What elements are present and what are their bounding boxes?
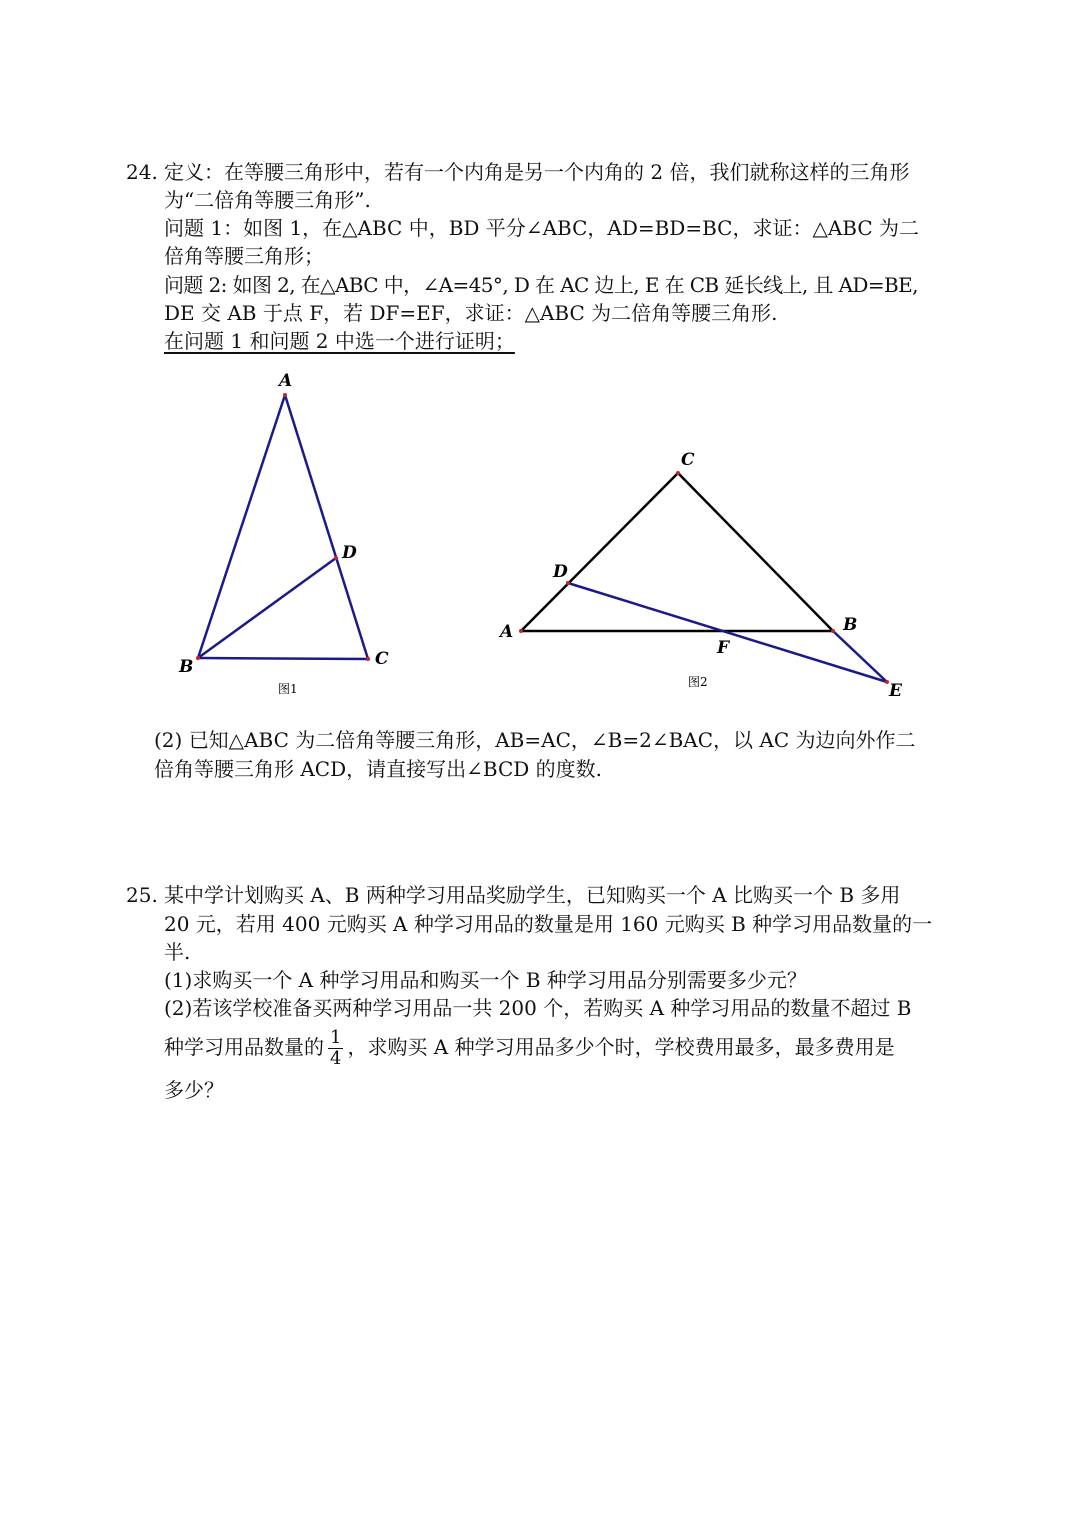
q25-last-line: 多少？ [164, 1078, 224, 1102]
fig1-point-b [196, 656, 200, 660]
fig1-label-d: D [342, 543, 357, 563]
figure-1 [160, 365, 420, 705]
q24-line-6: DE 交 AB 于点 F，若 DF=EF，求证：△ABC 为二倍角等腰三角形. [164, 301, 778, 325]
fig1-side-ac [285, 395, 368, 659]
fig2-point-a [519, 629, 523, 633]
fig1-point-d [334, 556, 338, 560]
fig2-label-c: C [681, 450, 695, 470]
fig2-label-f: F [717, 638, 730, 658]
q25-frac-before: 种学习用品数量的 [164, 1035, 324, 1059]
q25-line-2: 20 元，若用 400 元购买 A 种学习用品的数量是用 160 元购买 B 种学习用品数量的一 [164, 912, 933, 936]
q25-line-4: (1)求购买一个 A 种学习用品和购买一个 B 种学习用品分别需要多少元？ [164, 968, 807, 992]
fig2-label-e: E [889, 681, 902, 701]
fig2-label-a: A [500, 622, 514, 642]
q24-line-7: 在问题 1 和问题 2 中选一个进行证明； [164, 329, 515, 353]
q24-line-5: 问题 2: 如图 2, 在△ABC 中，∠A=45°, D 在 AC 边上, E 在 CB 延长线上, 且 AD=BE, [164, 273, 918, 297]
q25-line-1: 某中学计划购买 A、B 两种学习用品奖励学生，已知购买一个 A 比购买一个 B 多用 [164, 883, 901, 907]
fig2-caption: 图2 [688, 675, 708, 689]
q24-line-3: 问题 1：如图 1，在△ABC 中，BD 平分∠ABC，AD=BD=BC，求证：△ABC 为二 [164, 216, 920, 240]
fig1-side-bc [198, 658, 368, 659]
fig1-side-ab [198, 395, 285, 658]
fig2-side-cb [678, 473, 833, 631]
fraction-one-quarter [328, 1028, 343, 1069]
fig2-segment-de [568, 583, 887, 682]
q25-line-5: (2)若该学校准备买两种学习用品一共 200 个，若购买 A 种学习用品的数量不超过 B [164, 996, 912, 1020]
q25-fraction-line [164, 1024, 895, 1070]
fig2-side-ac [521, 473, 678, 631]
fig2-label-d: D [553, 562, 568, 582]
q24-part2-line-1: (2) 已知△ABC 为二倍角等腰三角形，AB=AC，∠B=2∠BAC，以 AC 为边向外作二 [154, 728, 916, 752]
q24-part2-line-2: 倍角等腰三角形 ACD，请直接写出∠BCD 的度数. [154, 757, 603, 781]
fig2-point-b [831, 629, 835, 633]
fig1-label-b: B [179, 657, 194, 677]
q24-line-1: 定义：在等腰三角形中，若有一个内角是另一个内角的 2 倍，我们就称这样的三角形 [164, 160, 910, 184]
fraction-denominator: 4 [330, 1048, 342, 1069]
fig1-point-a [283, 393, 287, 397]
question-number: 25. [126, 883, 158, 907]
fraction-numerator: 1 [330, 1027, 342, 1048]
fig1-point-c [366, 657, 370, 661]
fig1-segment-bd [198, 558, 336, 658]
fig2-point-c [676, 471, 680, 475]
q24-line-4: 倍角等腰三角形； [164, 244, 324, 268]
fig2-label-b: B [843, 615, 858, 635]
fig1-caption: 图1 [278, 682, 298, 696]
figure-2 [490, 440, 930, 710]
q25-line-3: 半. [164, 940, 191, 964]
fig1-label-a: A [279, 371, 293, 391]
q24-line-2: 为“二倍角等腰三角形”. [164, 188, 371, 212]
question-number: 24. [126, 160, 158, 184]
q25-frac-after: ，求购买 A 种学习用品多少个时，学校费用最多，最多费用是 [347, 1035, 895, 1059]
fig1-label-c: C [375, 649, 389, 669]
